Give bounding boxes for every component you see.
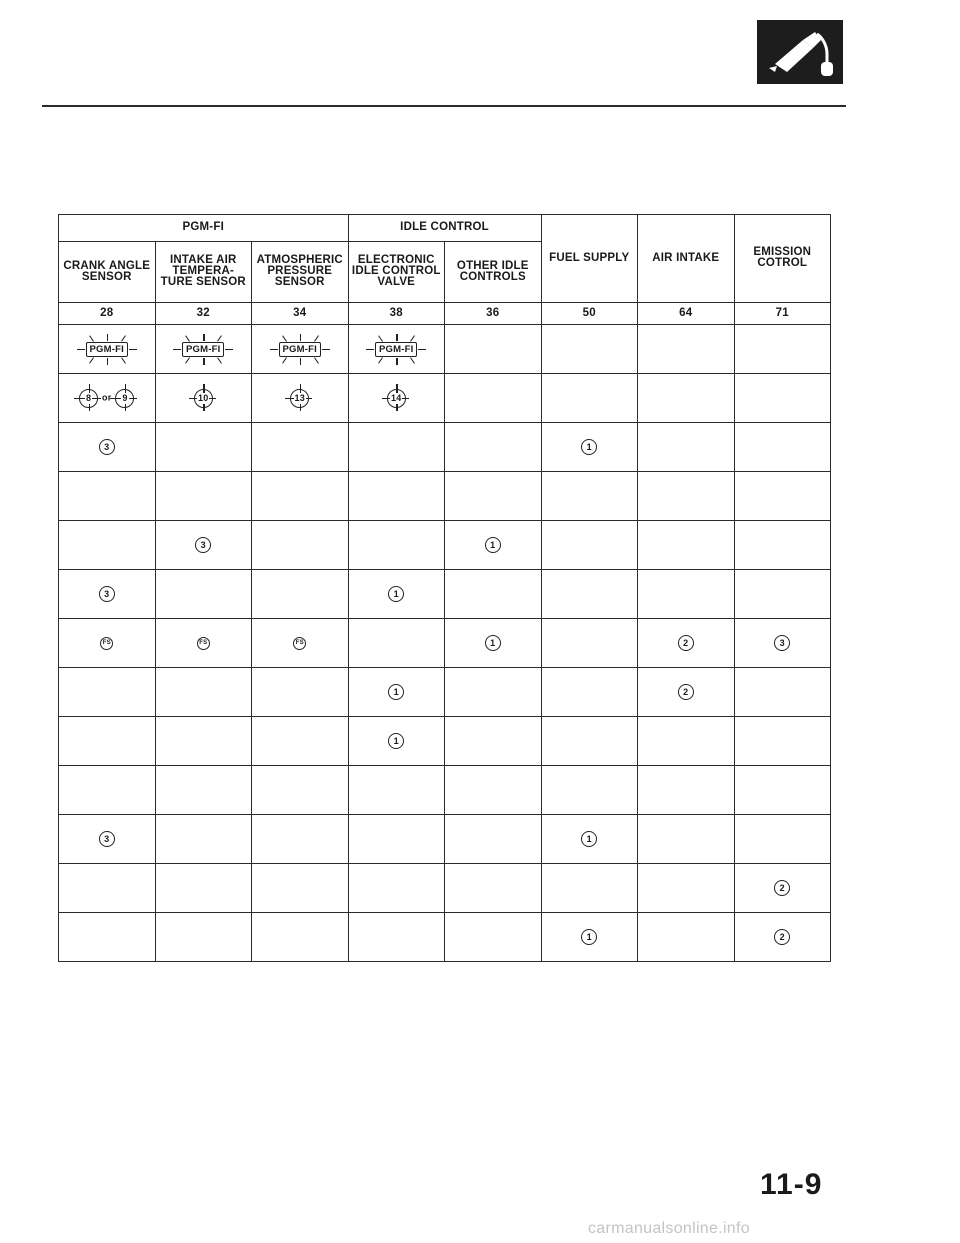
- priority-mark: 3: [99, 586, 115, 602]
- table-cell: [252, 570, 349, 619]
- table-row: [59, 423, 831, 472]
- table-cell: [734, 864, 831, 913]
- table-cell: [638, 815, 735, 864]
- table-cell: [59, 668, 156, 717]
- table-cell: [155, 717, 252, 766]
- page-ref: 71: [734, 302, 831, 324]
- group-header-pgm-fi: PGM-FI: [59, 215, 349, 242]
- table-cell: [59, 815, 156, 864]
- table-row: [59, 864, 831, 913]
- table-cell: [445, 815, 542, 864]
- table-row: [59, 815, 831, 864]
- table-cell: [252, 815, 349, 864]
- table-cell: [348, 668, 445, 717]
- table-cell: [445, 766, 542, 815]
- table-cell: [541, 668, 638, 717]
- table-cell: [155, 668, 252, 717]
- table-cell: [445, 864, 542, 913]
- page-ref: 32: [155, 302, 252, 324]
- table-cell: [638, 423, 735, 472]
- page-ref: 28: [59, 302, 156, 324]
- table-row: [59, 668, 831, 717]
- table-cell: [638, 521, 735, 570]
- priority-mark: 2: [774, 880, 790, 896]
- priority-mark: 1: [388, 586, 404, 602]
- table-cell: [348, 472, 445, 521]
- table-cell: [541, 472, 638, 521]
- table-cell: [541, 570, 638, 619]
- table-cell: [638, 766, 735, 815]
- priority-mark: 2: [774, 929, 790, 945]
- column-header: OTHER IDLE CONTROLS: [445, 241, 542, 302]
- priority-mark: 3: [774, 635, 790, 651]
- column-header: INTAKE AIR TEMPERA- TURE SENSOR: [155, 241, 252, 302]
- table-cell: [252, 472, 349, 521]
- table-cell: [155, 913, 252, 962]
- pgm-fi-warning-light-icon: PGM-FI: [86, 342, 128, 357]
- table-cell: [155, 766, 252, 815]
- table-cell: [252, 766, 349, 815]
- priority-mark: 1: [388, 684, 404, 700]
- page-ref: 64: [638, 302, 735, 324]
- table-cell: [252, 521, 349, 570]
- table-cell: [734, 521, 831, 570]
- table-cell: [348, 717, 445, 766]
- table-cell: [59, 864, 156, 913]
- priority-mark: 3: [99, 439, 115, 455]
- table-cell: [734, 717, 831, 766]
- table-row: [59, 570, 831, 619]
- page-ref: 34: [252, 302, 349, 324]
- priority-rows: [59, 423, 831, 962]
- blink-code-icon: 10: [194, 389, 213, 408]
- priority-mark: 3: [99, 831, 115, 847]
- table-cell: [638, 668, 735, 717]
- table-row: [59, 766, 831, 815]
- page-ref: 38: [348, 302, 445, 324]
- table-cell: [59, 570, 156, 619]
- table-cell: [59, 913, 156, 962]
- table-cell: [445, 619, 542, 668]
- table-cell: [59, 619, 156, 668]
- table-cell: [734, 913, 831, 962]
- table-cell: [638, 619, 735, 668]
- table-cell: [252, 717, 349, 766]
- table-cell: [638, 717, 735, 766]
- page-ref: 36: [445, 302, 542, 324]
- pgm-fi-warning-light-icon: PGM-FI: [182, 342, 224, 357]
- table-cell: [734, 815, 831, 864]
- column-header: ATMOSPHERIC PRESSURE SENSOR: [252, 241, 349, 302]
- priority-mark: 2: [678, 635, 694, 651]
- priority-mark: 1: [581, 831, 597, 847]
- table-cell: [348, 619, 445, 668]
- table-cell: [252, 668, 349, 717]
- table-cell: [155, 815, 252, 864]
- blink-code-icon: 14: [387, 389, 406, 408]
- column-header: AIR INTAKE: [638, 215, 735, 303]
- table-cell: [348, 864, 445, 913]
- fuel-nozzle-icon: [757, 20, 843, 84]
- table-cell: [59, 717, 156, 766]
- table-cell: [252, 864, 349, 913]
- table-row: [59, 717, 831, 766]
- table-cell: [59, 472, 156, 521]
- blink-code-icon: 13: [290, 389, 309, 408]
- priority-mark: FS: [293, 637, 306, 650]
- priority-mark: 1: [581, 929, 597, 945]
- header-rule: [42, 105, 846, 107]
- table-cell: [734, 766, 831, 815]
- priority-mark: 1: [485, 537, 501, 553]
- table-cell: [541, 864, 638, 913]
- blink-code-icon: 9: [115, 389, 134, 408]
- table-cell: [638, 913, 735, 962]
- table-cell: [155, 472, 252, 521]
- blink-code-row: [59, 374, 831, 423]
- group-header-idle-control: IDLE CONTROL: [348, 215, 541, 242]
- priority-mark: 1: [581, 439, 597, 455]
- pgm-fi-light-row: [59, 325, 831, 374]
- pgm-fi-warning-light-icon: PGM-FI: [375, 342, 417, 357]
- column-header: FUEL SUPPLY: [541, 215, 638, 303]
- table-cell: [541, 766, 638, 815]
- column-header: CRANK ANGLE SENSOR: [59, 241, 156, 302]
- table-cell: [155, 619, 252, 668]
- watermark: carmanualsonline.info: [588, 1220, 750, 1237]
- table-cell: [541, 717, 638, 766]
- table-cell: [445, 668, 542, 717]
- table-cell: [541, 423, 638, 472]
- priority-mark: FS: [100, 637, 113, 650]
- table-cell: [445, 423, 542, 472]
- table-row: [59, 472, 831, 521]
- page-ref: 50: [541, 302, 638, 324]
- priority-mark: 3: [195, 537, 211, 553]
- or-label: or: [102, 392, 112, 403]
- table-cell: [348, 815, 445, 864]
- table-row: [59, 913, 831, 962]
- table-cell: [155, 521, 252, 570]
- table-cell: [445, 913, 542, 962]
- table-row: [59, 521, 831, 570]
- table-cell: [155, 570, 252, 619]
- troubleshooting-table: [58, 214, 831, 962]
- table-row: [59, 619, 831, 668]
- priority-mark: 2: [678, 684, 694, 700]
- table-cell: [638, 570, 735, 619]
- table-cell: [348, 570, 445, 619]
- table-cell: [638, 864, 735, 913]
- table-cell: [445, 570, 542, 619]
- table-cell: [541, 815, 638, 864]
- table-cell: [734, 668, 831, 717]
- table-cell: [445, 521, 542, 570]
- table-cell: [734, 619, 831, 668]
- blink-code-icon: 8: [79, 389, 98, 408]
- column-header: ELECTRONIC IDLE CONTROL VALVE: [348, 241, 445, 302]
- table-cell: [445, 472, 542, 521]
- table-cell: [348, 766, 445, 815]
- table-cell: [445, 717, 542, 766]
- table-cell: [348, 913, 445, 962]
- table-cell: [638, 472, 735, 521]
- table-cell: [252, 619, 349, 668]
- table-cell: [252, 423, 349, 472]
- table-cell: [59, 766, 156, 815]
- table-cell: [734, 423, 831, 472]
- priority-mark: FS: [197, 637, 210, 650]
- table-cell: [155, 864, 252, 913]
- table-cell: [734, 472, 831, 521]
- table-cell: [59, 521, 156, 570]
- priority-mark: 1: [485, 635, 501, 651]
- table-cell: [734, 570, 831, 619]
- column-header: EMISSION COTROL: [734, 215, 831, 303]
- table-cell: [155, 423, 252, 472]
- table-cell: [252, 913, 349, 962]
- table-cell: [59, 423, 156, 472]
- table-cell: [348, 521, 445, 570]
- pgm-fi-warning-light-icon: PGM-FI: [279, 342, 321, 357]
- page-number: 11-9: [760, 1168, 823, 1201]
- table-cell: [541, 913, 638, 962]
- table-cell: [348, 423, 445, 472]
- table-cell: [541, 619, 638, 668]
- table-cell: [541, 521, 638, 570]
- priority-mark: 1: [388, 733, 404, 749]
